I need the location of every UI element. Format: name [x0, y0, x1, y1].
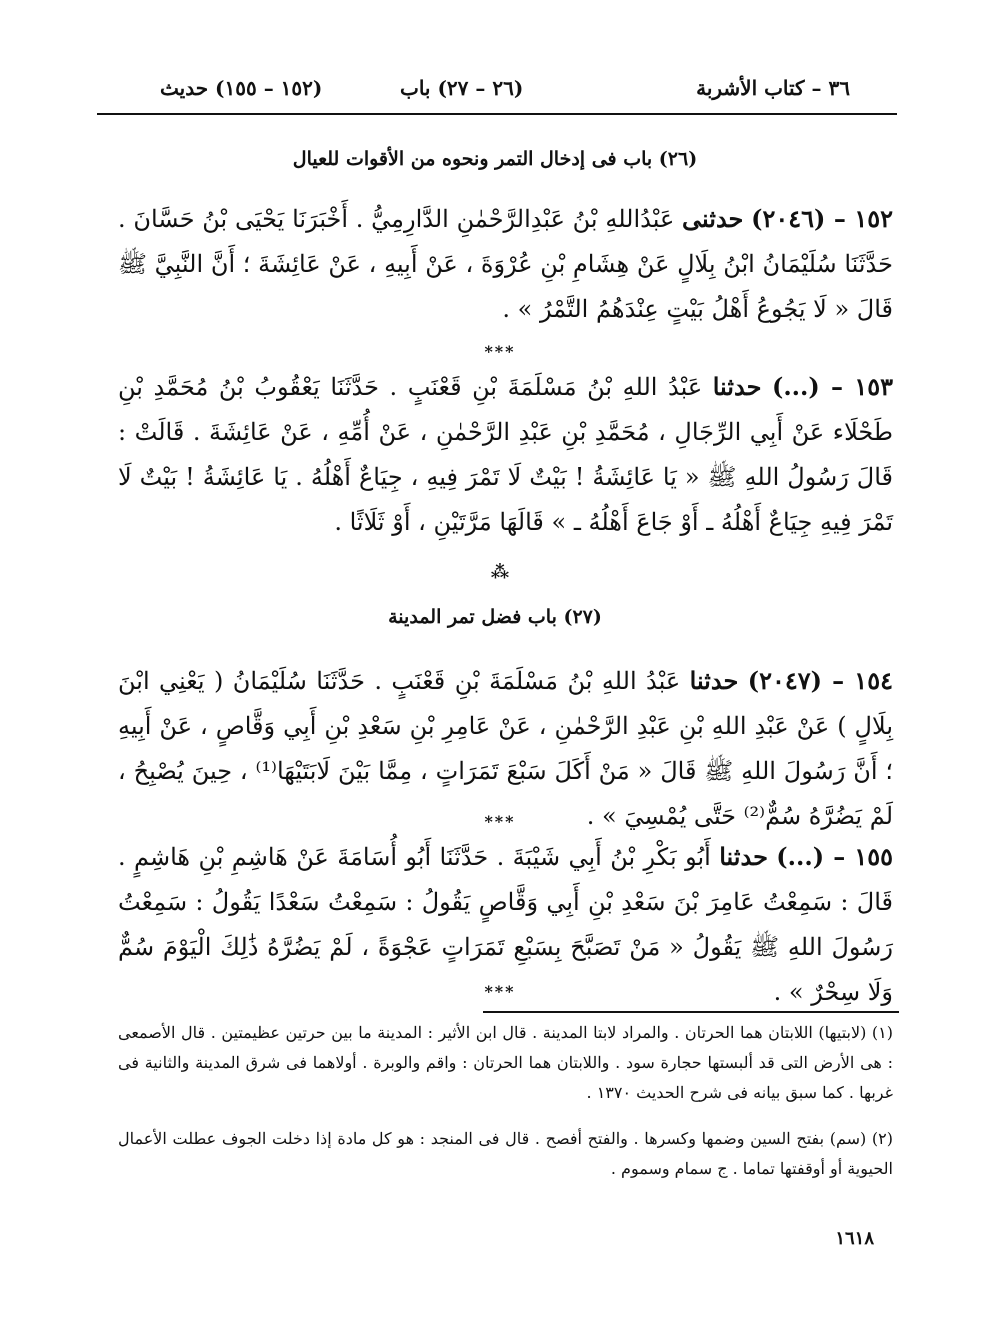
section-separator: ⁂ [490, 562, 510, 583]
hadith-152 [118, 196, 893, 332]
hadith-number: ١٥٤ – (٢٠٤٧) [747, 666, 893, 695]
hadith-lead: حدثنا [689, 666, 739, 695]
hadith-text: عَبْدُ اللهِ بْنُ مَسْلَمَةَ بْنِ قَعْنَبٍ . حَدَّثَنَا يَعْقُوبُ بْنُ مُحَمَّدِ بْنِ طَحْلَاء عَنْ أَبِي الرِّجَالِ ، مُحَمَّدِ بْنِ عَبْدِ الرَّحْمٰنِ ، عَنْ أُمِّهِ ، عَنْ عَائِشَةَ . قَالَتْ : قَالَ رَسُولُ اللهِ ﷺ « يَا عَائِشَةُ ! بَيْتٌ لَا تَمْرَ فِيهِ ، جِيَاعٌ أَهْلُهُ . يَا عَائِشَةُ ! بَيْتٌ لَا تَمْرَ فِيهِ جِيَاعٌ أَهْلُهُ ـ أَوْ جَاعَ أَهْلُهُ ـ » قَالَهَا مَرَّتَيْنِ ، أَوْ ثَلَاثًا . [118, 373, 893, 536]
separator-stars: *** [484, 982, 516, 1001]
header-hadith-range: (١٥٢ – ١٥٥) حديث [160, 76, 323, 100]
header-rule [97, 113, 897, 115]
page-number: ١٦١٨ [835, 1228, 874, 1249]
hadith-lead: حدثنى [682, 204, 744, 233]
footnote-rule [483, 1011, 899, 1013]
hadith-153 [118, 364, 893, 545]
hadith-number: ١٥٥ – (...) [776, 842, 893, 871]
header-bab-range: (٢٦ – ٢٧) باب [400, 76, 524, 100]
hadith-text: عَبْدُاللهِ بْنُ عَبْدِالرَّحْمٰنِ الدَّارِمِيُّ . أَخْبَرَنَا يَحْيَى بْنُ حَسَّانَ . حَدَّثَنَا سُلَيْمَانُ ابْنُ بِلَالٍ عَنْ هِشَامِ بْنِ عُرْوَةَ ، عَنْ أَبِيهِ ، عَنْ عَائِشَةَ ؛ أَنَّ النَّبِيَّ ﷺ قَالَ « لَا يَجُوعُ أَهْلُ بَيْتٍ عِنْدَهُمُ التَّمْرُ » . [118, 205, 893, 323]
header-chapter: ٣٦ – كتاب الأشربة [696, 76, 850, 100]
chapter-heading-26: (٢٦) باب فى إدخال التمر ونحوه من الأقوات للعيال [292, 148, 698, 170]
hadith-lead: حدثنا [719, 842, 768, 871]
chapter-heading-27: (٢٧) باب فضل تمر المدينة [388, 606, 602, 628]
footnote-1: (١) (لابتيها) اللابتان هما الحرتان . والمراد لابتا المدينة . قال ابن الأثير : المدينة ما بين حرتين عظيمتين . قال الأصمعى : هى الأرض التى قد ألبستها حجارة سود . واللابتان هما الحرتان : واقم والوبرة . أولاهما فى شرق المدينة والثانية فى غربها . كما سبق بيانه فى شرح الحديث ١٣٧٠ . [118, 1023, 893, 1102]
hadith-text: أَبُو بَكْرِ بْنُ أَبِي شَيْبَةَ . حَدَّثَنَا أَبُو أُسَامَةَ عَنْ هَاشِمِ بْنِ هَاشِمٍ . قَالَ : سَمِعْتُ عَامِرَ بْنَ سَعْدِ بْنِ أَبِي وَقَّاصٍ يَقُولُ : سَمِعْتُ سَعْدًا يَقُولُ : سَمِعْتُ رَسُولَ اللهِ ﷺ يَقُولُ « مَنْ تَصَبَّحَ بِسَبْعِ تَمَرَاتٍ عَجْوَةً ، لَمْ يَضُرَّهُ ذَٰلِكَ الْيَوْمَ سُمٌّ وَلَا سِحْرٌ » . [118, 843, 893, 1006]
footnote-2: (٢) (سم) بفتح السين وضمها وكسرها . والفتح أفصح . قال فى المنجد : هو كل مادة إذا دخلت الجوف عطلت الأعمال الحيوية أو أوقفتها تماما . ج سمام وسموم . [118, 1129, 893, 1178]
hadith-number: ١٥٣ – (...) [771, 372, 893, 401]
hadith-number: ١٥٢ – (٢٠٤٦) [751, 204, 893, 233]
running-header [160, 70, 850, 112]
separator-stars: *** [484, 342, 516, 361]
separator-stars: *** [484, 812, 516, 831]
hadith-text: عَبْدُ اللهِ بْنُ مَسْلَمَةَ بْنِ قَعْنَبٍ . حَدَّثَنَا سُلَيْمَانُ ( يَعْنِي ابْنَ بِلَالٍ ) عَنْ عَبْدِ اللهِ بْنِ عَبْدِ الرَّحْمٰنِ ، عَنْ عَامِرِ بْنِ سَعْدِ بْنِ أَبِي وَقَّاصٍ ، عَنْ أَبِيهِ ؛ أَنَّ رَسُولَ اللهِ ﷺ قَالَ « مَنْ أَكَلَ سَبْعَ تَمَرَاتٍ ، مِمَّا بَيْنَ لَابَتَيْهَا⁽¹⁾ ، حِينَ يُصْبِحُ ، لَمْ يَضُرَّهُ سُمٌّ⁽²⁾ حَتَّى يُمْسِيَ » . [118, 667, 893, 830]
hadith-lead: حدثنا [712, 372, 762, 401]
